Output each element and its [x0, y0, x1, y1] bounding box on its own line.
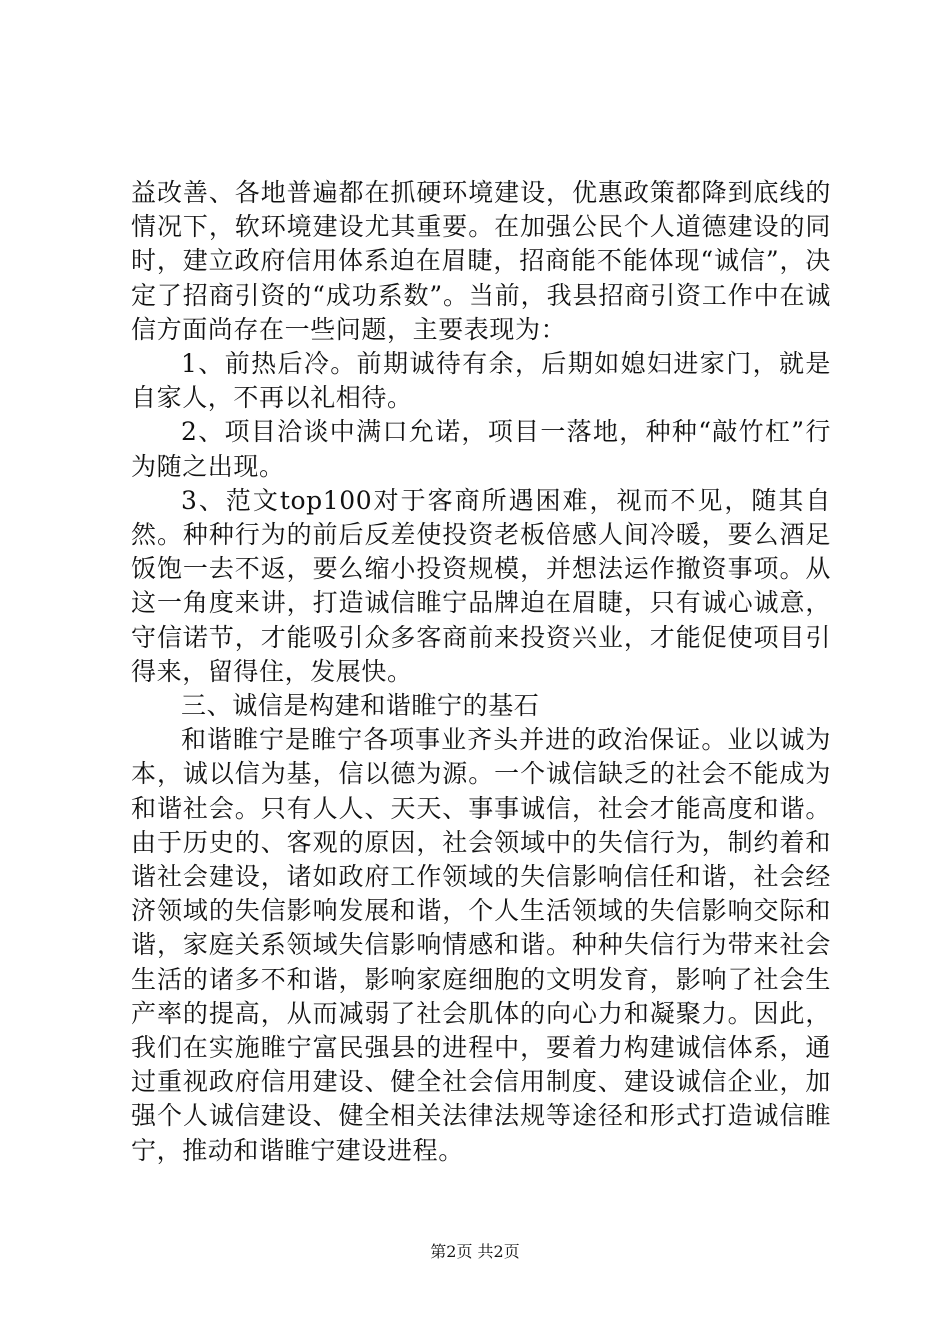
paragraph-item-1: 1、前热后冷。前期诚待有余，后期如媳妇进家门，就是自家人，不再以礼相待。	[131, 349, 831, 413]
paragraph-continuation: 益改善、各地普遍都在抓硬环境建设，优惠政策都降到底线的情况下，软环境建设尤其重要。在加强公民个人道德建设的同时，建立政府信用体系迫在眉睫，招商能不能体现“诚信”，决定了招商引资的“成功系数”。当前，我县招商引资工作中在诚信方面尚存在一些问题，主要表现为：	[131, 178, 831, 344]
page-footer: 第2页 共2页	[430, 1242, 520, 1261]
section-heading: 三、诚信是构建和谐睢宁的基石	[181, 691, 540, 721]
paragraph-section-body: 和谐睢宁是睢宁各项事业齐头并进的政治保证。业以诚为本，诚以信为基，信以德为源。一个诚信缺乏的社会不能成为和谐社会。只有人人、天天、事事诚信，社会才能高度和谐。由于历史的、客观的原因，社会领域中的失信行为，制约着和谐社会建设，诸如政府工作领域的失信影响信任和谐，社会经济领域的失信影响发展和谐，个人生活领域的失信影响交际和谐，家庭关系领域失信影响情感和谐。种种失信行为带来社会生活的诸多不和谐，影响家庭细胞的文明发育，影响了社会生产率的提高，从而减弱了社会肌体的向心力和凝聚力。因此，我们在实施睢宁富民强县的进程中，要着力构建诚信体系，通过重视政府信用建设、健全社会信用制度、建设诚信企业，加强个人诚信建设、健全相关法律法规等途径和形式打造诚信睢宁，推动和谐睢宁建设进程。	[131, 725, 831, 1165]
paragraph-item-2: 2、项目洽谈中满口允诺，项目一落地，种种“敲竹杠”行为随之出现。	[131, 417, 831, 481]
paragraph-item-3: 3、范文top100对于客商所遇困难，视而不见，随其自然。种种行为的前后反差使投资老板倍感人间冷暖，要么酒足饭饱一去不返，要么缩小投资规模，并想法运作撤资事项。从这一角度来讲，打造诚信睢宁品牌迫在眉睫，只有诚心诚意，守信诺节，才能吸引众多客商前来投资兴业，才能促使项目引得来，留得住，发展快。	[131, 485, 831, 686]
document-body	[131, 176, 831, 1168]
